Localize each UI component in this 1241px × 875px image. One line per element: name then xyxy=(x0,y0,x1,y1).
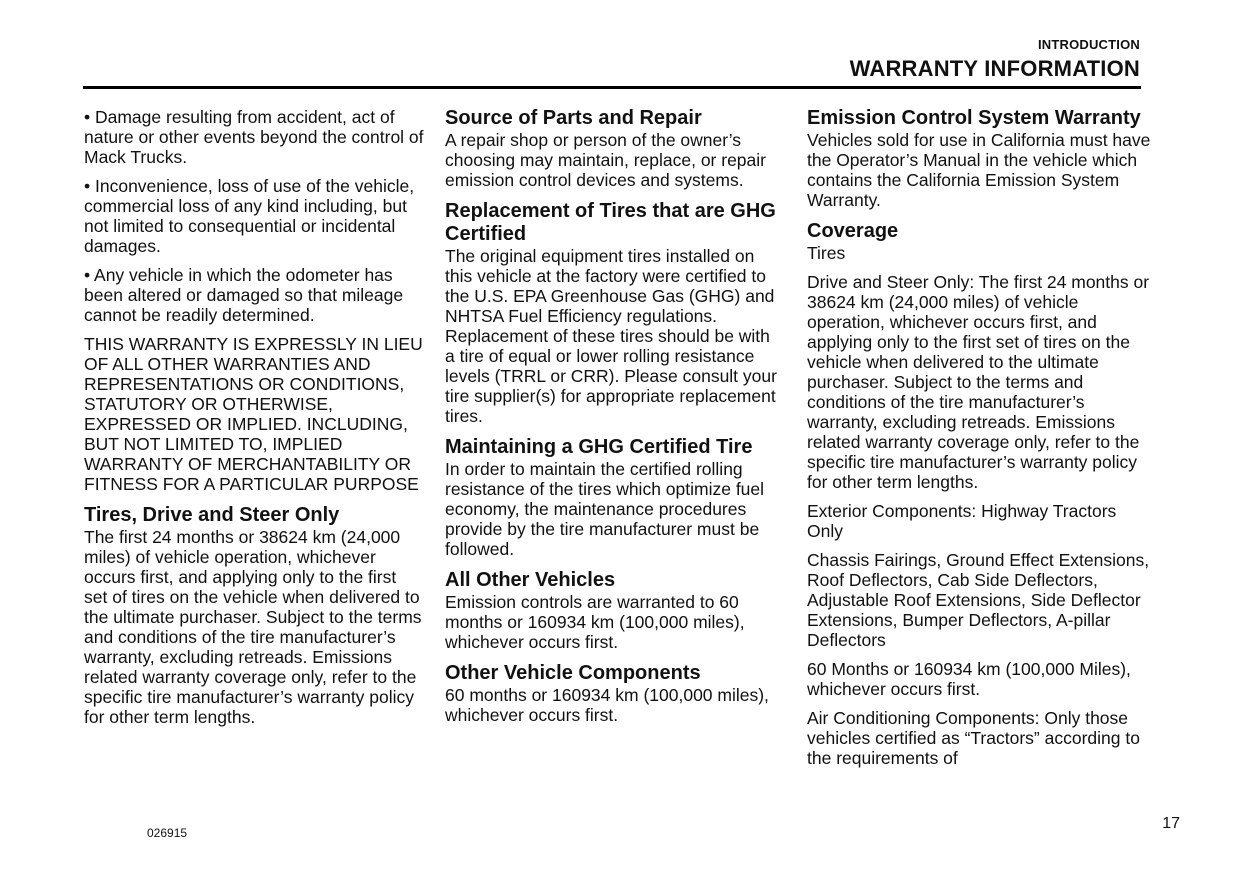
section-label: INTRODUCTION xyxy=(1037,37,1140,52)
maintaining-tire-heading: Maintaining a GHG Certified Tire xyxy=(445,436,753,458)
exterior-components-term: 60 Months or 160934 km (100,000 Miles), whichever occurs first. xyxy=(807,659,1131,699)
exterior-components-list: Chassis Fairings, Ground Effect Extensions, Roof Deflectors, Cab Side Deflectors, Adjustable Roof Extensions, Side Deflector Extensions, Bumper Deflectors, A-pillar Deflectors xyxy=(807,550,1150,650)
source-of-parts-heading: Source of Parts and Repair xyxy=(445,107,702,129)
tires-drive-steer-body: The first 24 months or 38624 km (24,000 miles) of vehicle operation, whichever occurs first, and applying only to the first set of tires on the vehicle when delivered to the ultimate purchaser. Subject to the terms and conditions of the tire manufacturer’s warranty, excluding retreads. Emissions related warranty coverage only, refer to the specific tire manufacturer’s warranty policy for other term lengths. xyxy=(84,527,422,727)
coverage-subheading-tires: Tires xyxy=(807,243,846,263)
emission-warranty-heading: Emission Control System Warranty xyxy=(807,107,1141,129)
column-middle xyxy=(445,107,780,734)
replacement-tires-heading: Replacement of Tires that are GHG Certified xyxy=(445,200,776,245)
exclusion-bullet-inconvenience: • Inconvenience, loss of use of the vehicle, commercial loss of any kind including, but not limited to consequential or incidental damages. xyxy=(84,176,415,256)
source-of-parts-body: A repair shop or person of the owner’s choosing may maintain, replace, or repair emission control devices and systems. xyxy=(445,130,766,190)
ac-components-paragraph xyxy=(807,708,1152,768)
other-components-heading: Other Vehicle Components xyxy=(445,662,701,684)
warranty-disclaimer: THIS WARRANTY IS EXPRESSLY IN LIEU OF ALL OTHER WARRANTIES AND REPRESENTATIONS OR CONDITIONS, STATUTORY OR OTHERWISE, EXPRESSED OR IMPLIED. INCLUDING, BUT NOT LIMITED TO, IMPLIED WARRANTY OF MERCHANTABILITY OR FITNESS FOR A PARTICULAR PURPOSE xyxy=(84,334,423,494)
coverage-heading: Coverage xyxy=(807,220,899,242)
page-title: WARRANTY INFORMATION xyxy=(849,56,1140,81)
emission-warranty-body: Vehicles sold for use in California must have the Operator’s Manual in the vehicle which contains the California Emission System Warranty. xyxy=(807,130,1151,210)
page-number: 17 xyxy=(1162,815,1180,832)
ac-components-label: Air Conditioning Components: xyxy=(807,708,1040,728)
column-left xyxy=(84,107,424,736)
document-code: 026915 xyxy=(147,826,188,840)
all-other-vehicles-body: Emission controls are warranted to 60 months or 160934 km (100,000 miles), whichever occurs first. xyxy=(445,592,745,652)
exclusion-bullet-odometer: • Any vehicle in which the odometer has been altered or damaged so that mileage cannot be readily determined. xyxy=(84,265,404,325)
drive-steer-label: Drive and Steer Only: xyxy=(807,272,975,292)
all-other-vehicles-heading: All Other Vehicles xyxy=(445,569,616,591)
exclusion-bullet-accident: • Damage resulting from accident, act of nature or other events beyond the control of Mack Trucks. xyxy=(84,107,424,167)
other-components-body: 60 months or 160934 km (100,000 miles), whichever occurs first. xyxy=(445,685,769,725)
drive-steer-paragraph xyxy=(807,272,1152,492)
maintaining-tire-body: In order to maintain the certified rolling resistance of the tires which optimize fuel economy, the maintenance procedures provide by the tire manufacturer must be followed. xyxy=(445,459,765,559)
tires-drive-steer-heading: Tires, Drive and Steer Only xyxy=(84,504,340,526)
exterior-components-heading: Exterior Components: Highway Tractors Only xyxy=(807,501,1117,541)
column-right xyxy=(807,107,1152,777)
replacement-tires-body: The original equipment tires installed on this vehicle at the factory were certified to the U.S. EPA Greenhouse Gas (GHG) and NHTSA Fuel Efficiency regulations. Replacement of these tires should be with a tire of equal or lower rolling resistance levels (TRRL or CRR). Please consult your tire supplier(s) for appropriate replacement tires. xyxy=(445,246,777,426)
ac-components-body: Only those vehicles certified as “Tractors” according to the requirements of xyxy=(807,708,1140,768)
header-rule xyxy=(83,86,1141,89)
drive-steer-body: The first 24 months or 38624 km (24,000 miles) of vehicle operation, whichever occurs first, and applying only to the first set of tires on the vehicle when delivered to the ultimate purchaser. Subject to the terms and conditions of the tire manufacturer’s warranty, excluding retreads. Emissions related warranty coverage only, refer to the specific tire manufacturer’s warranty policy for other term lengths. xyxy=(807,272,1150,492)
